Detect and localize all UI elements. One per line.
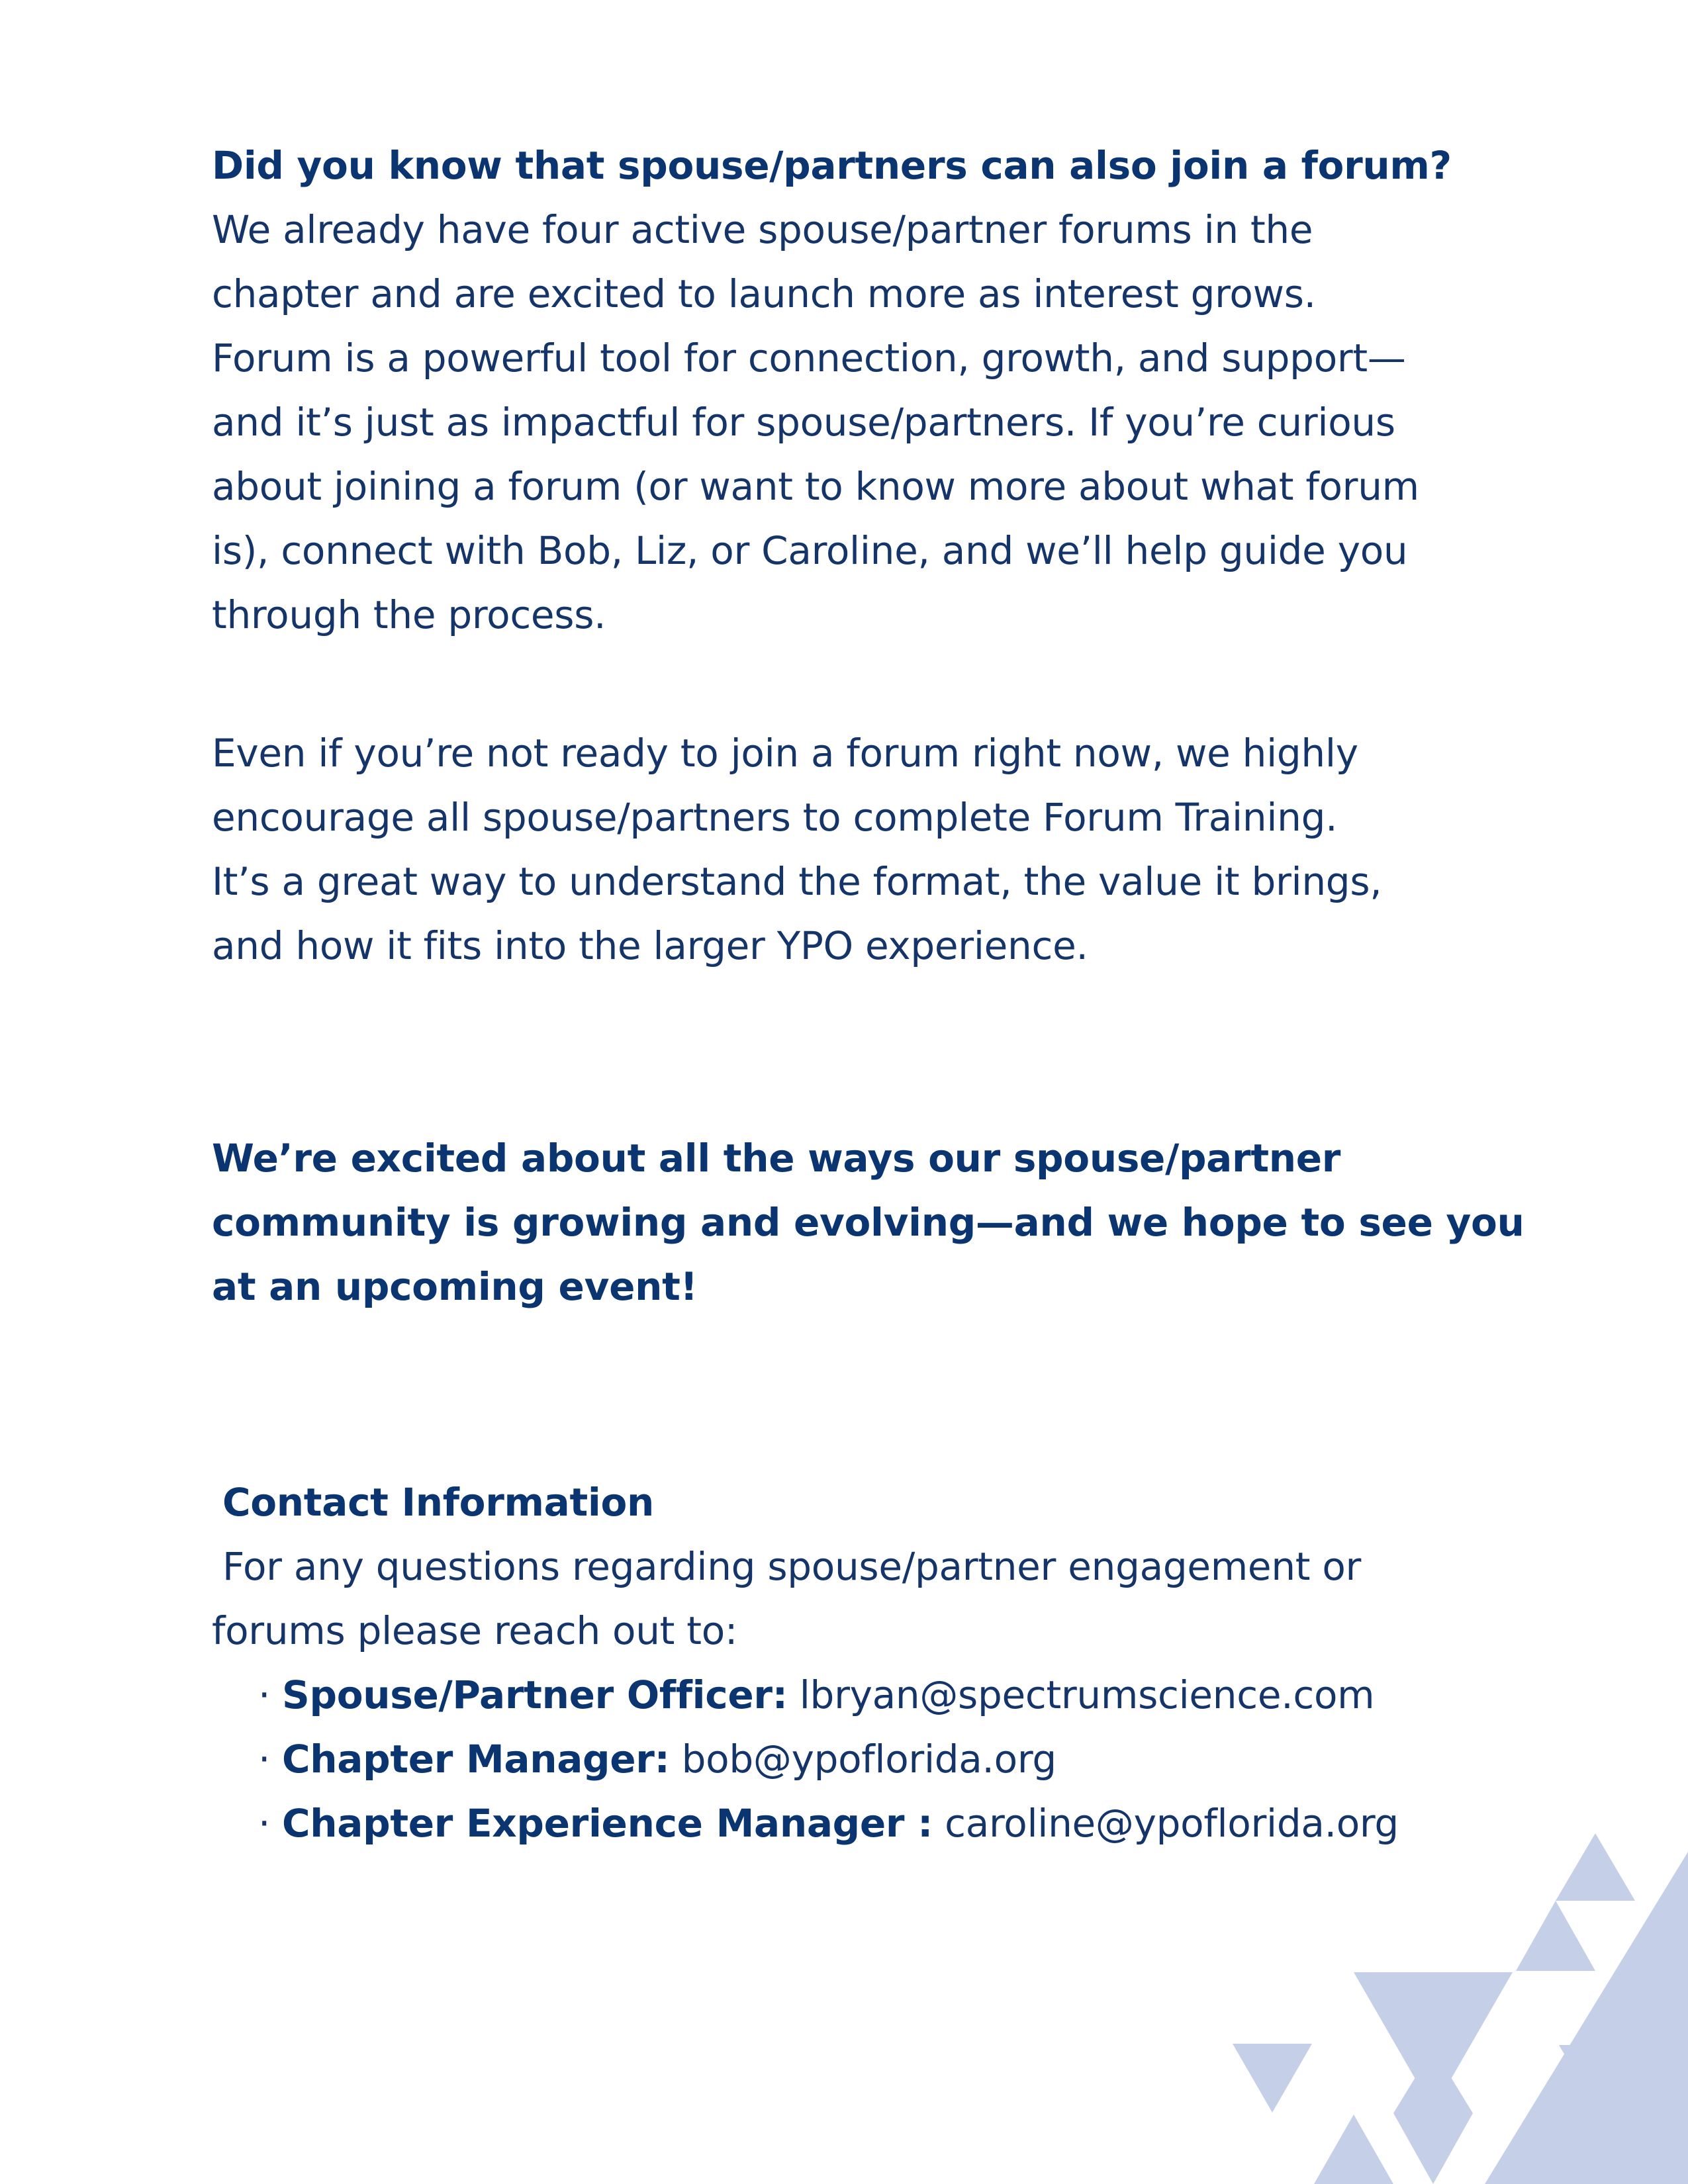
forum-line: chapter and are excited to launch more as interest grows. [212, 271, 1316, 316]
forum-heading: Did you know that spouse/partners can also join a forum? [212, 143, 1452, 188]
forum-line: about joining a forum (or want to know more about what forum [212, 464, 1419, 509]
forum-line: is), connect with Bob, Liz, or Caroline, and we’ll help guide you [212, 528, 1408, 573]
contact-item-chapter-experience-manager [212, 1792, 1509, 1856]
contact-role: Chapter Experience Manager : [282, 1801, 933, 1846]
triangle-decoration [1485, 1852, 1688, 2184]
contact-role: Chapter Manager: [282, 1737, 670, 1782]
training-line: It’s a great way to understand the format, the value it brings, [212, 859, 1382, 904]
closing-line: community is growing and evolving—and we hope to see you [212, 1200, 1524, 1245]
forum-line: Forum is a powerful tool for connection, growth, and support— [212, 336, 1406, 381]
training-line: and how it fits into the larger YPO experience. [212, 923, 1088, 968]
contact-section [212, 1471, 1509, 1856]
contact-email-link[interactable]: lbryan@spectrumscience.com [799, 1672, 1375, 1717]
triangle-decoration [1314, 2115, 1393, 2184]
training-line: encourage all spouse/partners to complete Forum Training. [212, 795, 1338, 840]
contact-email-link[interactable]: caroline@ypoflorida.org [945, 1801, 1399, 1846]
closing-line: We’re excited about all the ways our spouse/partner [212, 1136, 1341, 1181]
triangle-decoration [1516, 1901, 1595, 1971]
contact-list [212, 1663, 1509, 1856]
forum-line: through the process. [212, 592, 606, 637]
training-section [212, 721, 1509, 978]
forum-section [212, 134, 1509, 647]
triangle-decoration [1559, 2045, 1638, 2113]
bullet-dot: · [258, 1672, 271, 1717]
triangle-decoration [1393, 2113, 1473, 2184]
bullet-dot: · [258, 1801, 271, 1846]
contact-role: Spouse/Partner Officer: [282, 1672, 788, 1717]
contact-item-spouse-partner-officer [212, 1663, 1509, 1727]
contact-heading: Contact Information [222, 1480, 655, 1525]
closing-section [212, 1126, 1524, 1319]
contact-item-chapter-manager [212, 1727, 1509, 1792]
contact-intro-line: forums please reach out to: [212, 1608, 738, 1653]
triangle-decoration [1393, 2048, 1473, 2113]
contact-email-link[interactable]: bob@ypoflorida.org [681, 1737, 1056, 1782]
triangle-decoration [1354, 1972, 1513, 2110]
forum-line: and it’s just as impactful for spouse/partners. If you’re curious [212, 400, 1395, 445]
contact-intro-line: For any questions regarding spouse/partner engagement or [222, 1544, 1362, 1589]
triangle-decoration [1233, 2044, 1312, 2113]
closing-line: at an upcoming event! [212, 1264, 698, 1309]
triangle-decoration [1556, 1833, 1635, 1901]
forum-line: We already have four active spouse/partner forums in the [212, 207, 1313, 252]
bullet-dot: · [258, 1737, 271, 1782]
training-line: Even if you’re not ready to join a forum right now, we highly [212, 731, 1358, 776]
